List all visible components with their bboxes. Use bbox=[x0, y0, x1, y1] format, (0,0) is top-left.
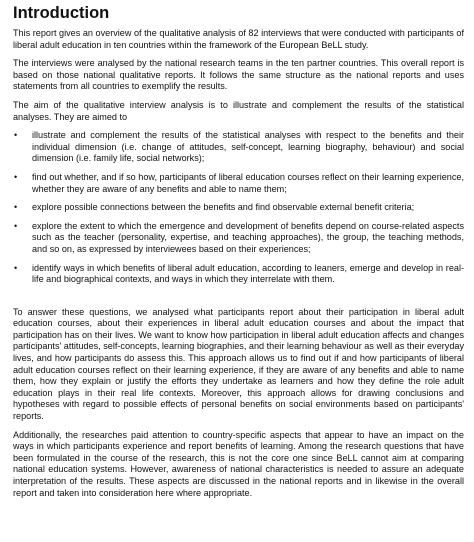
closing-paragraph-1: To answer these questions, we analysed what participants report about their participation in liberal adult education courses, about their experiences in liberal adult education courses and about the impact that participation has on their lives. We want to know how participation in liberal adult education affects and changes participants' attitudes, self-concepts, learning biographies, and their learning behaviour as well as their everyday lives, and how participants do assess this. This approach allows us to find out if and how participants of liberal adult education courses reflect on their learning experience, if they are aware of any benefits and able to name them, how they explain or justify the efforts they undertake as learners and how they define the role adult education plays in their real life contexts. Moreover, this approach allows for drawing conclusions and hypotheses with regard to possible effects of personal benefits on social environments based on participants' reports. bbox=[13, 306, 464, 422]
bullet-icon: • bbox=[14, 262, 18, 273]
aim-text: identify ways in which benefits of liberal adult education, according to leaners, emerge and develop in real-life and biographical contexts, and ways in which they interrelate with them. bbox=[32, 262, 464, 285]
bullet-icon: • bbox=[14, 130, 18, 141]
aims-list-item bbox=[13, 130, 464, 165]
bullet-icon: • bbox=[14, 171, 18, 182]
bullet-icon: • bbox=[14, 220, 18, 231]
aim-text: explore possible connections between the benefits and find observable external benefit criteria; bbox=[32, 202, 415, 213]
closing-paragraph-2: Additionally, the researches paid attention to country-specific aspects that appear to have an impact on the ways in which participants experience and report benefits of learning. Among the research questions that have been formulated in the course of the research, this is not the core one since BeLL cannot aim at comparing national education systems. However, awareness of national characteristics is needed to assure an adequate interpretation of the results. These aspects are discussed in the national reports and in likewise in the overall report and taken into consideration here where appropriate. bbox=[13, 429, 464, 498]
aims-list-item bbox=[13, 221, 464, 256]
intro-paragraph-2: The interviews were analysed by the national research teams in the ten partner countries. This overall report is based on those national qualitative reports. It follows the same structure as the national reports and uses statements from all countries to exemplify the results. bbox=[13, 58, 464, 92]
aim-text: explore the extent to which the emergence and development of benefits depend on course-related aspects such as the teacher (personality, expertise, and teaching approaches), the group, the teaching methods, and so on, as expressed by interviewees based on their experiences; bbox=[32, 220, 464, 254]
aims-list-item bbox=[13, 172, 464, 195]
aims-list-item bbox=[13, 263, 464, 286]
aim-text: illustrate and complement the results of the statistical analyses with respect to the benefits and their individual dimension (i.e. change of attitudes, self-concept, learning biography, behaviour) and social dimension (i.e. family life, social networks); bbox=[32, 130, 464, 164]
intro-paragraph-1: This report gives an overview of the qualitative analysis of 82 interviews that were conducted with participants of liberal adult education in ten countries within the framework of the European BeLL study. bbox=[13, 28, 464, 50]
paragraph-spacer bbox=[13, 293, 464, 307]
bullet-icon: • bbox=[14, 202, 18, 213]
aims-list bbox=[13, 130, 464, 286]
aim-text: find out whether, and if so how, participants of liberal education courses reflect on their learning experience, whether they are aware of any benefits and able to name them; bbox=[32, 171, 464, 194]
intro-paragraph-3: The aim of the qualitative interview analysis is to illustrate and complement the results of the statistical analyses. They are aimed to bbox=[13, 99, 464, 122]
aims-list-item bbox=[13, 202, 464, 214]
section-heading: Introduction bbox=[13, 4, 110, 22]
